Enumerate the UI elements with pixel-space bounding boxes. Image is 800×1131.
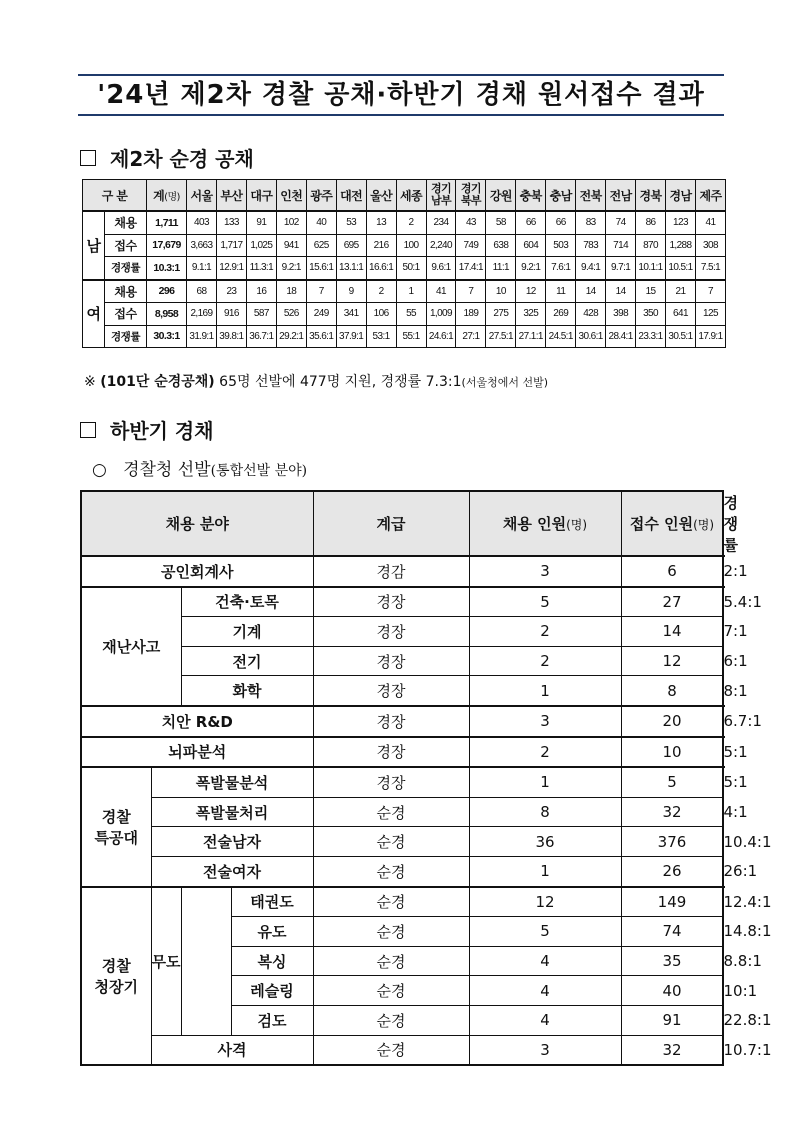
- field-label: 전술여자: [151, 856, 313, 886]
- cell-value: 23: [216, 280, 246, 303]
- table-row: 레슬링 순경 4 40 10:1: [81, 976, 723, 1006]
- header-region-part: 경기: [460, 182, 481, 195]
- header-region: [306, 180, 336, 212]
- cell-value: 36.7:1: [246, 325, 276, 348]
- header-region-part: 경북: [639, 188, 662, 203]
- header-region: [456, 180, 486, 212]
- rank-cell: 경장: [313, 617, 469, 647]
- title-rule-bottom: [78, 114, 724, 116]
- field-label: 레슬링: [231, 976, 313, 1006]
- cell-value: 100: [396, 234, 426, 257]
- apply-cell: 376: [621, 827, 723, 857]
- apply-cell: 14: [621, 617, 723, 647]
- cell-value: 7: [306, 280, 336, 303]
- cell-value: 308: [695, 234, 725, 257]
- field-label: 공인회계사: [81, 556, 313, 587]
- row-total: 296: [147, 280, 187, 303]
- cell-value: 16: [246, 280, 276, 303]
- cell-value: 133: [216, 211, 246, 234]
- apply-cell: 27: [621, 587, 723, 617]
- header-field: 채용 분야: [81, 491, 313, 556]
- cell-value: 7.6:1: [546, 257, 576, 280]
- cell-value: 35.6:1: [306, 325, 336, 348]
- bullet-icon: ○: [92, 460, 107, 480]
- row-total: 1,711: [147, 211, 187, 234]
- field-label: 폭발물분석: [151, 767, 313, 797]
- stacked-label-part: 경찰: [101, 956, 131, 975]
- header-region-part: 전북: [579, 188, 602, 203]
- apply-cell: 10: [621, 737, 723, 768]
- row-total: 8,958: [147, 303, 187, 326]
- stacked-label-part: 청장기: [94, 977, 138, 996]
- cell-value: 102: [276, 211, 306, 234]
- table-header-row: [83, 180, 726, 212]
- subsection-heading: [92, 455, 307, 480]
- hire-cell: 4: [469, 946, 621, 976]
- page-title: '24년 제2차 경찰 공채·하반기 경채 원서접수 결과: [97, 80, 705, 110]
- cell-value: 17.4:1: [456, 257, 486, 280]
- cell-value: 11:1: [486, 257, 516, 280]
- header-region: [606, 180, 636, 212]
- note-text: 65명 선발에 477명 지원, 경쟁률 7.3:1: [219, 374, 462, 390]
- cell-value: 14: [576, 280, 606, 303]
- field-label: 태권도: [231, 887, 313, 917]
- section2-heading: [80, 415, 214, 444]
- header-region-part: 대전: [340, 188, 363, 203]
- cell-value: 2: [396, 211, 426, 234]
- cell-value: 1,025: [246, 234, 276, 257]
- cell-value: 30.6:1: [576, 325, 606, 348]
- table-male-female-recruitment: [82, 179, 726, 348]
- cell-value: 604: [516, 234, 546, 257]
- cell-value: 16.6:1: [366, 257, 396, 280]
- cell-value: 23.3:1: [636, 325, 666, 348]
- note-bold: (101단 순경공채): [100, 374, 215, 390]
- cell-value: 37.9:1: [336, 325, 366, 348]
- table-row: 검도 순경 4 91 22.8:1: [81, 1005, 723, 1035]
- header-region-part: 인천: [280, 188, 303, 203]
- cell-value: 50:1: [396, 257, 426, 280]
- cell-value: 870: [636, 234, 666, 257]
- apply-cell: 74: [621, 917, 723, 947]
- cell-value: 10: [486, 280, 516, 303]
- cell-value: 28.4:1: [606, 325, 636, 348]
- cell-value: 275: [486, 303, 516, 326]
- martial-label: 무도: [151, 887, 181, 1035]
- table-row: [83, 211, 726, 234]
- header-region: [246, 180, 276, 212]
- cell-value: 714: [606, 234, 636, 257]
- header-region-part: 대구: [250, 188, 273, 203]
- note-mark: ※: [84, 374, 96, 390]
- cell-value: 13: [366, 211, 396, 234]
- cell-value: 916: [216, 303, 246, 326]
- cell-value: 9: [336, 280, 366, 303]
- hire-cell: 2: [469, 737, 621, 768]
- hire-cell: 4: [469, 976, 621, 1006]
- cell-value: 641: [666, 303, 696, 326]
- apply-cell: 91: [621, 1005, 723, 1035]
- cell-value: 350: [636, 303, 666, 326]
- cell-value: 9.7:1: [606, 257, 636, 280]
- field-label: 기계: [181, 617, 313, 647]
- header-hire: [469, 491, 621, 556]
- cell-value: 526: [276, 303, 306, 326]
- row-total: 10.3:1: [147, 257, 187, 280]
- section1-title: 제2차 순경 공채: [110, 147, 254, 171]
- cell-value: 86: [636, 211, 666, 234]
- header-region: [516, 180, 546, 212]
- header-region-part: 경기: [430, 182, 451, 195]
- cell-value: 7: [695, 280, 725, 303]
- cell-value: 269: [546, 303, 576, 326]
- cell-value: 749: [456, 234, 486, 257]
- rank-cell: 순경: [313, 827, 469, 857]
- apply-cell: 32: [621, 1035, 723, 1065]
- rank-cell: 순경: [313, 1005, 469, 1035]
- cell-value: 27.1:1: [516, 325, 546, 348]
- field-label: 화학: [181, 676, 313, 706]
- cell-value: 91: [246, 211, 276, 234]
- cell-value: 1: [396, 280, 426, 303]
- hire-cell: 5: [469, 587, 621, 617]
- table-row: [83, 303, 726, 326]
- row-label: 경쟁률: [105, 257, 147, 280]
- header-total: [147, 180, 187, 212]
- cell-value: 41: [695, 211, 725, 234]
- cell-value: 125: [695, 303, 725, 326]
- rank-cell: 경감: [313, 556, 469, 587]
- header-region-part: 부산: [220, 188, 243, 203]
- cell-value: 55:1: [396, 325, 426, 348]
- rank-cell: 순경: [313, 976, 469, 1006]
- field-label: 사격: [151, 1035, 313, 1065]
- field-label: 검도: [231, 1005, 313, 1035]
- cell-value: 24.5:1: [546, 325, 576, 348]
- table-row: [83, 325, 726, 348]
- hire-cell: 36: [469, 827, 621, 857]
- cell-value: 941: [276, 234, 306, 257]
- cell-value: 2: [366, 280, 396, 303]
- header-region: [426, 180, 456, 212]
- table-row: 사격 순경 3 32 10.7:1: [81, 1035, 723, 1065]
- cell-value: 27.5:1: [486, 325, 516, 348]
- cell-value: 39.8:1: [216, 325, 246, 348]
- subsection-small: (통합선발 분야): [210, 463, 308, 479]
- header-region: [366, 180, 396, 212]
- header-region: [486, 180, 516, 212]
- rank-cell: 경장: [313, 676, 469, 706]
- header-region-part: 전남: [609, 188, 632, 203]
- row-label: 접수: [105, 234, 147, 257]
- header-region: [636, 180, 666, 212]
- apply-cell: 40: [621, 976, 723, 1006]
- cell-value: 43: [456, 211, 486, 234]
- cell-value: 9.2:1: [276, 257, 306, 280]
- stacked-label-part: 경찰: [101, 807, 131, 826]
- cell-value: 66: [516, 211, 546, 234]
- table-row: 복싱 순경 4 35 8.8:1: [81, 946, 723, 976]
- table-row: 경찰 청장기 무도 태권도 순경 12 149 12.4:1: [81, 887, 723, 917]
- table-row: 전술남자 순경 36 376 10.4:1: [81, 827, 723, 857]
- cell-value: 21: [666, 280, 696, 303]
- cell-value: 12: [516, 280, 546, 303]
- hire-cell: 8: [469, 797, 621, 827]
- header-region: [396, 180, 426, 212]
- header-region-part: 강원: [489, 188, 512, 203]
- apply-cell: 12: [621, 646, 723, 676]
- checkbox-square-icon: [80, 422, 96, 438]
- cell-value: 12.9:1: [216, 257, 246, 280]
- header-region: [187, 180, 217, 212]
- cell-value: 7: [456, 280, 486, 303]
- header-region-part: 세종: [400, 188, 423, 203]
- title-block: [78, 74, 724, 116]
- hire-cell: 12: [469, 887, 621, 917]
- field-label: 건축·토목: [181, 587, 313, 617]
- hire-cell: 2: [469, 646, 621, 676]
- rank-cell: 순경: [313, 946, 469, 976]
- field-label: 폭발물처리: [151, 797, 313, 827]
- apply-cell: 32: [621, 797, 723, 827]
- cell-value: 234: [426, 211, 456, 234]
- cell-value: 638: [486, 234, 516, 257]
- hire-cell: 3: [469, 556, 621, 587]
- apply-cell: 35: [621, 946, 723, 976]
- hire-cell: 4: [469, 1005, 621, 1035]
- field-label: 전기: [181, 646, 313, 676]
- field-label: 뇌파분석: [81, 737, 313, 768]
- cell-value: 66: [546, 211, 576, 234]
- group-label: 여: [83, 280, 105, 348]
- header-rank: 계급: [313, 491, 469, 556]
- header-region-part: 제주: [699, 188, 722, 203]
- cell-value: 403: [187, 211, 217, 234]
- cell-value: 29.2:1: [276, 325, 306, 348]
- cell-value: 74: [606, 211, 636, 234]
- apply-cell: 149: [621, 887, 723, 917]
- cell-value: 24.6:1: [426, 325, 456, 348]
- rank-cell: 경장: [313, 767, 469, 797]
- header-region: [695, 180, 725, 212]
- header-region-part: 광주: [310, 188, 333, 203]
- hire-cell: 5: [469, 917, 621, 947]
- cell-value: 625: [306, 234, 336, 257]
- note-small: (서울청에서 선발): [461, 376, 548, 389]
- header-region: [666, 180, 696, 212]
- table-row: 경찰 특공대 폭발물분석 경장 1 5 5:1: [81, 767, 723, 797]
- cell-value: 216: [366, 234, 396, 257]
- cell-value: 9.6:1: [426, 257, 456, 280]
- table-row: 기계 경장 2 14 7:1: [81, 617, 723, 647]
- cell-value: 13.1:1: [336, 257, 366, 280]
- section2-title: 하반기 경채: [110, 419, 214, 443]
- section1-heading: [80, 143, 254, 172]
- checkbox-square-icon: [80, 150, 96, 166]
- field-label: 유도: [231, 917, 313, 947]
- cell-value: 587: [246, 303, 276, 326]
- header-region: [216, 180, 246, 212]
- cell-value: 9.2:1: [516, 257, 546, 280]
- table-row: 치안 R&D 경장 3 20 6.7:1: [81, 706, 723, 737]
- hire-cell: 1: [469, 856, 621, 886]
- cell-value: 1,288: [666, 234, 696, 257]
- cell-value: 123: [666, 211, 696, 234]
- rank-cell: 경장: [313, 706, 469, 737]
- header-hire-label: 채용 인원: [502, 515, 567, 533]
- row-total: 30.3:1: [147, 325, 187, 348]
- cell-value: 189: [456, 303, 486, 326]
- cell-value: 53:1: [366, 325, 396, 348]
- header-region-part: 서울: [190, 188, 213, 203]
- cell-value: 17.9:1: [695, 325, 725, 348]
- header-total-label: 계: [153, 188, 165, 203]
- table-row: [83, 257, 726, 280]
- cell-value: 1,009: [426, 303, 456, 326]
- rank-cell: 경장: [313, 587, 469, 617]
- cell-value: 41: [426, 280, 456, 303]
- table-header-row: 채용 분야 계급 채용 인원(명) 접수 인원(명) 경쟁률: [81, 491, 723, 556]
- hire-cell: 3: [469, 706, 621, 737]
- row-label: 채용: [105, 211, 147, 234]
- row-label: 접수: [105, 303, 147, 326]
- apply-cell: 26: [621, 856, 723, 886]
- cell-value: 503: [546, 234, 576, 257]
- rank-cell: 순경: [313, 856, 469, 886]
- header-apply: [621, 491, 723, 556]
- cell-value: 783: [576, 234, 606, 257]
- cell-value: 40: [306, 211, 336, 234]
- hire-cell: 1: [469, 676, 621, 706]
- header-region: [336, 180, 366, 212]
- rank-cell: 순경: [313, 917, 469, 947]
- table-row: [83, 280, 726, 303]
- header-region: [546, 180, 576, 212]
- apply-cell: 5: [621, 767, 723, 797]
- rank-cell: 경장: [313, 737, 469, 768]
- hire-cell: 2: [469, 617, 621, 647]
- cell-value: 58: [486, 211, 516, 234]
- cell-value: 11: [546, 280, 576, 303]
- header-unit: (명): [693, 518, 715, 532]
- field-label: 복싱: [231, 946, 313, 976]
- category-label: [81, 767, 151, 886]
- cell-value: 15: [636, 280, 666, 303]
- table-row: 화학 경장 1 8 8:1: [81, 676, 723, 706]
- header-region: [276, 180, 306, 212]
- cell-value: 2,240: [426, 234, 456, 257]
- row-label: 경쟁률: [105, 325, 147, 348]
- apply-cell: 20: [621, 706, 723, 737]
- rank-cell: 순경: [313, 1035, 469, 1065]
- apply-cell: 6: [621, 556, 723, 587]
- rank-cell: 경장: [313, 646, 469, 676]
- header-region-part: 남부: [430, 194, 451, 207]
- table-row: 뇌파분석 경장 2 10 5:1: [81, 737, 723, 768]
- cell-value: 428: [576, 303, 606, 326]
- table-row: 유도 순경 5 74 14.8:1: [81, 917, 723, 947]
- table-row: 전술여자 순경 1 26 26:1: [81, 856, 723, 886]
- cell-value: 106: [366, 303, 396, 326]
- cell-value: 9.4:1: [576, 257, 606, 280]
- table-row: 폭발물처리 순경 8 32 4:1: [81, 797, 723, 827]
- cell-value: 398: [606, 303, 636, 326]
- cell-value: 53: [336, 211, 366, 234]
- header-group: 구 분: [83, 180, 147, 212]
- cell-value: 3,663: [187, 234, 217, 257]
- cell-value: 1,717: [216, 234, 246, 257]
- cell-value: 68: [187, 280, 217, 303]
- category-label: [81, 887, 151, 1066]
- hire-cell: 3: [469, 1035, 621, 1065]
- cell-value: 2,169: [187, 303, 217, 326]
- note: [84, 371, 548, 391]
- header-region-part: 충북: [519, 188, 542, 203]
- header-region-part: 경남: [669, 188, 692, 203]
- rank-cell: 순경: [313, 797, 469, 827]
- cell-value: 325: [516, 303, 546, 326]
- header-total-unit: (명): [164, 191, 180, 203]
- table-row: 전기 경장 2 12 6:1: [81, 646, 723, 676]
- cell-value: 341: [336, 303, 366, 326]
- cell-value: 83: [576, 211, 606, 234]
- header-region-part: 울산: [370, 188, 393, 203]
- table-row: 공인회계사 경감 3 6 2:1: [81, 556, 723, 587]
- cell-value: 31.9:1: [187, 325, 217, 348]
- cell-value: 30.5:1: [666, 325, 696, 348]
- table-special-recruitment: [80, 490, 772, 1066]
- category-label: 재난사고: [81, 587, 181, 706]
- cell-value: 15.6:1: [306, 257, 336, 280]
- header-region-part: 북부: [460, 194, 481, 207]
- rank-cell: 순경: [313, 887, 469, 917]
- table-row: 재난사고 건축·토목 경장 5 27 5.4:1: [81, 587, 723, 617]
- cell-value: 10.5:1: [666, 257, 696, 280]
- field-label: 치안 R&D: [81, 706, 313, 737]
- table-row: [83, 234, 726, 257]
- hire-cell: 1: [469, 767, 621, 797]
- subsection-title: 경찰청 선발: [123, 460, 211, 480]
- cell-value: 18: [276, 280, 306, 303]
- cell-value: 249: [306, 303, 336, 326]
- cell-value: 11.3:1: [246, 257, 276, 280]
- cell-value: 695: [336, 234, 366, 257]
- cell-value: 27:1: [456, 325, 486, 348]
- cell-value: 14: [606, 280, 636, 303]
- row-label: 채용: [105, 280, 147, 303]
- cell-value: 10.1:1: [636, 257, 666, 280]
- spacer-cell: [181, 887, 231, 1035]
- cell-value: 7.5:1: [695, 257, 725, 280]
- stacked-label-part: 특공대: [94, 828, 138, 847]
- row-total: 17,679: [147, 234, 187, 257]
- cell-value: 9.1:1: [187, 257, 217, 280]
- header-unit: (명): [566, 518, 588, 532]
- cell-value: 55: [396, 303, 426, 326]
- header-apply-label: 접수 인원: [629, 515, 694, 533]
- header-region: [576, 180, 606, 212]
- apply-cell: 8: [621, 676, 723, 706]
- field-label: 전술남자: [151, 827, 313, 857]
- header-region-part: 충남: [549, 188, 572, 203]
- group-label: 남: [83, 211, 105, 280]
